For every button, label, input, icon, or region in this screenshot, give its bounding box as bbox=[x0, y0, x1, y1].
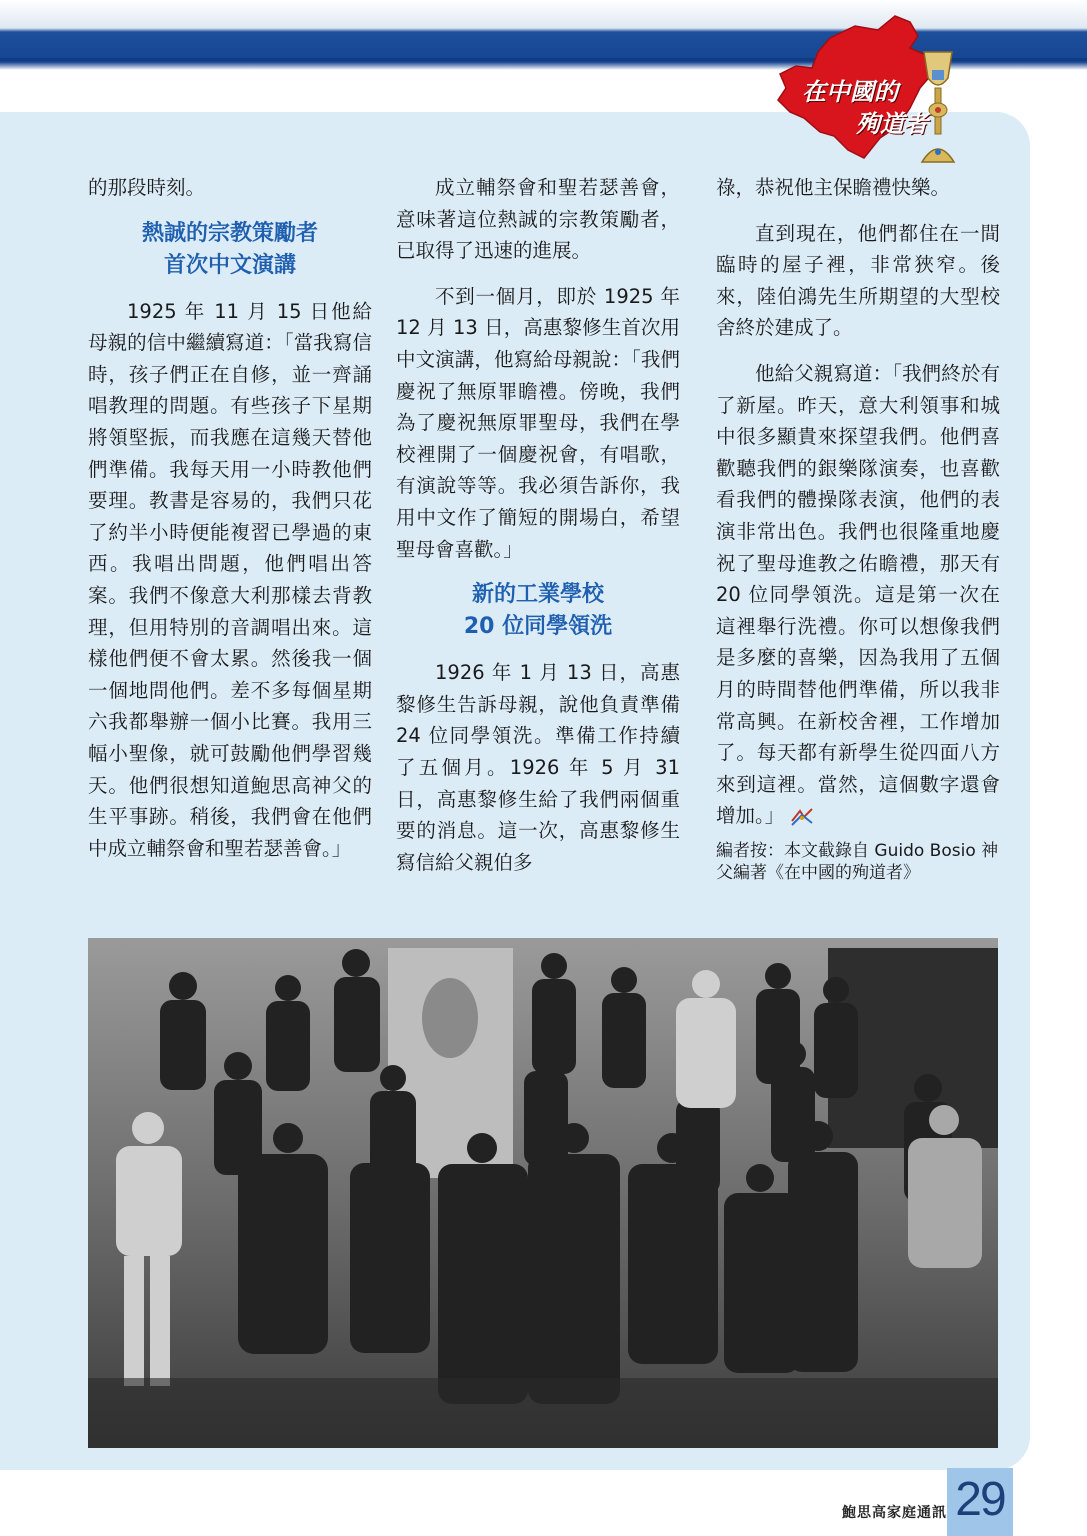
badge-line1: 在中國的 bbox=[802, 77, 898, 106]
paragraph: 直到現在，他們都住在一間臨時的屋子裡，非常狹窄。後來，陸伯鴻先生所期望的大型校舍終於建成了。 bbox=[716, 221, 1000, 340]
column-3 bbox=[716, 172, 1000, 884]
column-2 bbox=[396, 172, 680, 878]
paragraph: 1925 年 11 月 15 日他給母親的信中繼續寫道：「當我寫信時，孩子們正在自修，並一齊誦唱教理的問題。有些孩子下星期將領堅振，而我應在這幾天替他們準備。我每天用一小時教他們要理。教書是容易的，我們只花了約半小時便能複習已學過的東西。我唱出問題，他們唱出答案。我們不像意大利那樣去背教理，但用特別的音調唱出來。這樣他們便不會太累。然後我一個一個地問他們。差不多每個星期六我都舉辦一個小比賽。我用三幅小聖像，就可鼓勵他們學習幾天。他們很想知道鮑思高神父的生平事跡。稍後，我們會在他們中成立輔祭會和聖若瑟善會。」 bbox=[88, 299, 372, 860]
china-martyrs-badge bbox=[760, 8, 970, 168]
paragraph: 成立輔祭會和聖若瑟善會，意味著這位熱誠的宗教策勵者，已取得了迅速的進展。 bbox=[396, 176, 680, 263]
section-heading-1a: 熱誠的宗教策勵者 bbox=[141, 220, 318, 246]
section-heading-2b: 20 位同學領洗 bbox=[463, 614, 613, 640]
editor-note: 編者按：本文截錄自 Guido Bosio 神父編著《在中國的殉道者》 bbox=[716, 840, 999, 883]
paragraph: 的那段時刻。 bbox=[88, 176, 206, 199]
section-heading-1b: 首次中文演講 bbox=[163, 252, 296, 278]
page-number: 29 bbox=[955, 1473, 1005, 1526]
group-photo bbox=[88, 938, 998, 1448]
paragraph: 他給父親寫道：「我們終於有了新屋。昨天，意大利領事和城中很多顯貴來探望我們。他們喜歡聽我們的銀樂隊演奏，也喜歡看我們的體操隊表演，他們的表演非常出色。我們也很隆重地慶祝了聖母進教之佑瞻禮，那天有 20 位同學領洗。這是第一次在這裡舉行洗禮。你可以想像我們是多麼的喜樂，因為我用了五個月的時間替他們準備，所以我非常高興。在新校舍裡，工作增加了。每天都有新學生從四面八方來到這裡。當然，這個數字還會增加。」 bbox=[716, 361, 1000, 828]
paragraph: 不到一個月，即於 1925 年 12 月 13 日，高惠黎修生首次用中文演講，他寫給母親說：「我們慶祝了無原罪瞻禮。傍晚，我們為了慶祝無原罪聖母，我們在學校裡開了一個慶祝會，有唱歌，有演說等等。我必須告訴你，我用中文作了簡短的開場白，希望聖母會喜歡。」 bbox=[396, 284, 680, 561]
paragraph: 祿，恭祝他主保瞻禮快樂。 bbox=[716, 176, 951, 199]
salesian-emblem-icon bbox=[790, 807, 814, 827]
section-heading-2a: 新的工業學校 bbox=[471, 582, 604, 608]
column-1 bbox=[88, 172, 372, 864]
publication-name: 鮑思高家庭通訊 bbox=[842, 1505, 947, 1521]
badge-line2: 殉道者 bbox=[856, 109, 928, 138]
paragraph: 1926 年 1 月 13 日，高惠黎修生告訴母親，說他負責準備 24 位同學領洗。準備工作持續了五個月。1926 年 5 月 31 日，高惠黎修生給了我們兩個重要的消息。這一次，高惠黎修生寫信給父親伯多 bbox=[396, 661, 680, 874]
